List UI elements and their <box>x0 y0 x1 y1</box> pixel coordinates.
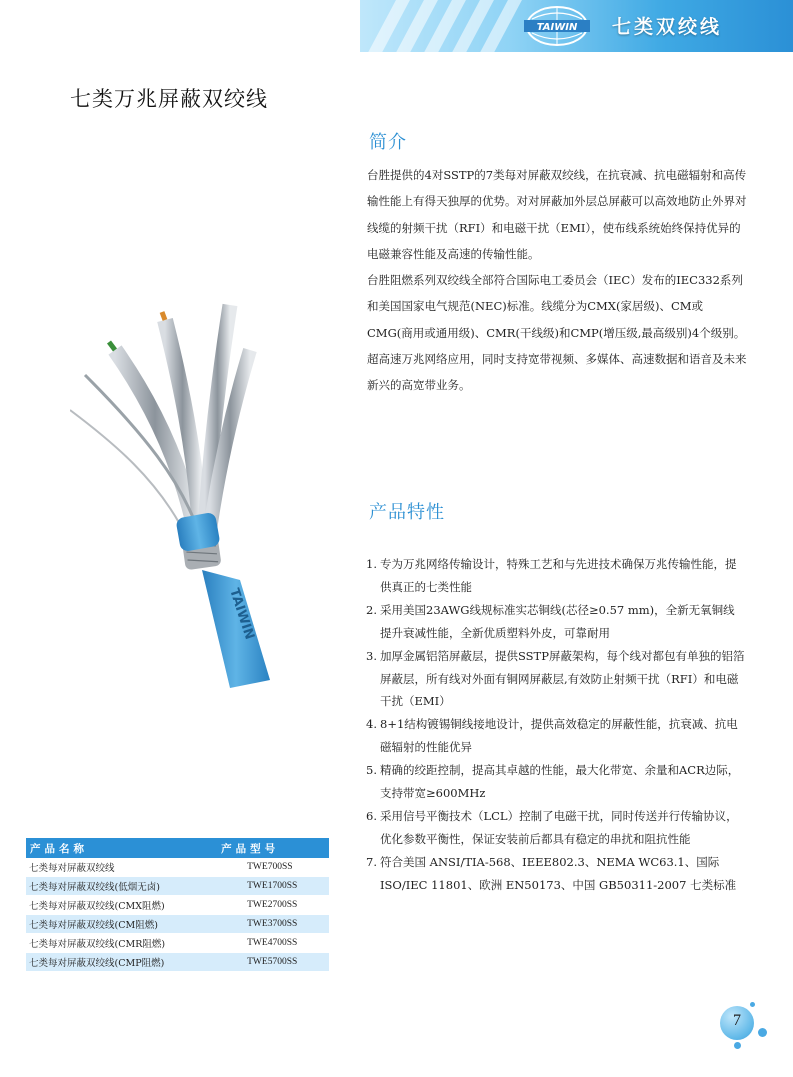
product-model-cell: TWE1700SS <box>217 877 329 896</box>
decor-dot <box>734 1042 741 1049</box>
table-row <box>26 896 329 915</box>
intro-paragraph-1: 台胜提供的4对SSTP的7类每对屏蔽双绞线，在抗衰减、抗电磁辐射和高传输性能上有得天独厚的优势。对对屏蔽加外层总屏蔽可以高效地防止外界对线缆的射频干扰（RFI）和电磁干扰（EMI），使布线系统始终保持优异的电磁兼容性能及高速的传输性能。 <box>367 168 747 261</box>
feature-item: 6. 采用信号平衡技术（LCL）控制了电磁干扰，同时传送并行传输协议，优化参数平衡性，保证安装前后都具有稳定的串扰和阻抗性能 <box>366 808 738 846</box>
product-name-cell: 七类每对屏蔽双绞线(低烟无卤) <box>26 877 217 896</box>
header-title: 七类双绞线 <box>612 16 723 38</box>
page-title: 七类万兆屏蔽双绞线 <box>70 87 268 111</box>
jacket-print: TAIWIN <box>226 586 257 642</box>
product-name-cell: 七类每对屏蔽双绞线(CM阻燃) <box>26 915 217 934</box>
features-heading: 产品特性 <box>369 502 445 523</box>
product-name-cell: 七类每对屏蔽双绞线(CMP阻燃) <box>26 953 217 972</box>
intro-paragraph-3: 超高速万兆网络应用，同时支持宽带视频、多媒体、高速数据和语音及未来新兴的高宽带业务。 <box>367 352 747 393</box>
product-table <box>26 838 329 972</box>
product-model-cell: TWE2700SS <box>217 896 329 915</box>
decor-dot <box>758 1028 767 1037</box>
feature-item: 4. 8+1结构镀锡铜线接地设计，提供高效稳定的屏蔽性能，抗衰减、抗电磁辐射的性能优异 <box>366 717 738 755</box>
product-model-cell: TWE5700SS <box>217 953 329 972</box>
product-model-cell: TWE4700SS <box>217 934 329 953</box>
feature-item: 2. 采用美国23AWG线规标准实芯铜线(芯径≥0.57 mm)，全新无氧铜线提升衰减性能，全新优质塑料外皮，可靠耐用 <box>366 602 735 640</box>
logo-text: TAIWIN <box>536 22 578 33</box>
intro-paragraph-2: 台胜阻燃系列双绞线全部符合国际电工委员会（IEC）发布的IEC332系列和美国国家电气规范(NEC)标准。线缆分为CMX(家居级)、CM或CMG(商用或通用级)、CMR(干线级)和CMP(增压级,最高级别)4个级别。 <box>367 273 746 340</box>
table-row <box>26 953 329 972</box>
product-name-cell: 七类每对屏蔽双绞线 <box>26 858 217 877</box>
table-row <box>26 858 329 877</box>
feature-item: 5. 精确的绞距控制，提高其卓越的性能，最大化带宽、余量和ACR边际，支持带宽≥600MHz <box>366 763 740 801</box>
feature-item: 7. 符合美国 ANSI/TIA-568、IEEE802.3、NEMA WC63.1、国际 ISO/IEC 11801、欧洲 EN50173、中国 GB50311-2007 七类标准 <box>366 854 737 892</box>
page-number: 7 <box>733 1012 741 1029</box>
table-row <box>26 934 329 953</box>
feature-item: 3. 加厚金属铝箔屏蔽层，提供SSTP屏蔽架构，每个线对都包有单独的铝箔屏蔽层，所有线对外面有铜网屏蔽层,有效防止射频干扰（RFI）和电磁干扰（EMI） <box>366 648 745 709</box>
cable-image <box>70 290 300 690</box>
intro-block <box>367 162 747 399</box>
table-row <box>26 915 329 934</box>
page-number-badge <box>716 1002 776 1052</box>
table-header-model: 产品型号 <box>217 838 329 858</box>
product-model-cell: TWE3700SS <box>217 915 329 934</box>
product-name-cell: 七类每对屏蔽双绞线(CMR阻燃) <box>26 934 217 953</box>
product-name-cell: 七类每对屏蔽双绞线(CMX阻燃) <box>26 896 217 915</box>
feature-item: 1. 专为万兆网络传输设计，特殊工艺和与先进技术确保万兆传输性能，提供真正的七类性能 <box>366 557 737 594</box>
taiwin-logo <box>522 5 592 47</box>
decor-dot <box>750 1002 755 1007</box>
features-list <box>366 553 746 897</box>
table-header-name: 产品名称 <box>26 838 217 858</box>
product-model-cell: TWE700SS <box>217 858 329 877</box>
intro-heading: 简介 <box>369 132 407 153</box>
table-row <box>26 877 329 896</box>
